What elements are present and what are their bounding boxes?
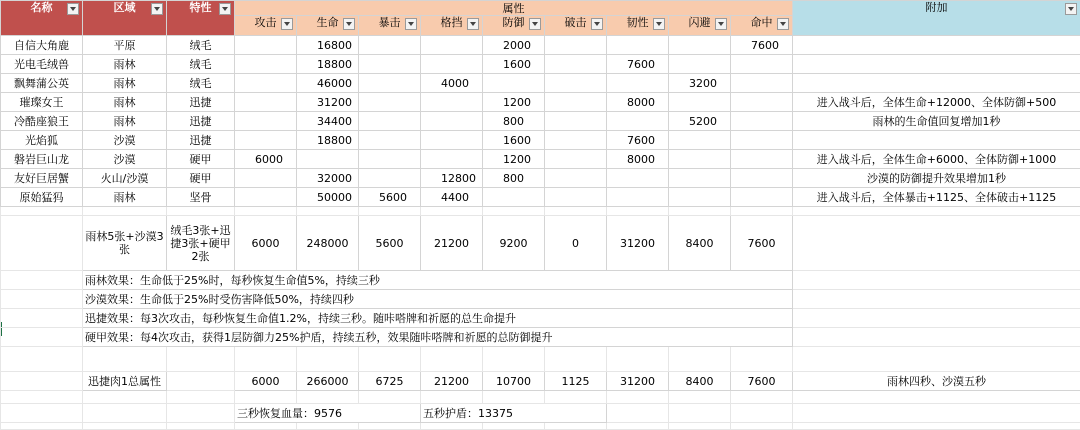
cell-trait[interactable]: 坚骨 (167, 188, 235, 207)
cell-hp[interactable] (297, 150, 359, 169)
cell-extra[interactable] (793, 55, 1080, 74)
grid-cell[interactable] (1, 216, 83, 271)
cell-dodge[interactable] (669, 55, 731, 74)
grid-cell[interactable] (1, 423, 83, 430)
cell-dodge[interactable] (669, 131, 731, 150)
cell-defense[interactable]: 800 (483, 112, 545, 131)
cell-name[interactable]: 璀璨女王 (1, 93, 83, 112)
cell-crit[interactable] (359, 150, 421, 169)
filter-dropdown-icon[interactable] (281, 18, 293, 30)
footer-shield[interactable]: 五秒护盾：13375 (421, 404, 607, 423)
header-block[interactable]: 格挡 (421, 16, 483, 36)
cell-dodge[interactable] (669, 36, 731, 55)
cell-attack[interactable] (235, 55, 297, 74)
cell-attack[interactable] (235, 74, 297, 93)
cell-armor-break[interactable] (545, 55, 607, 74)
cell-defense[interactable]: 1200 (483, 93, 545, 112)
grid-cell[interactable] (167, 372, 235, 391)
grid-cell[interactable] (793, 290, 1080, 309)
table-row (1, 74, 1080, 93)
grid-cell[interactable] (607, 391, 669, 404)
filter-dropdown-icon[interactable] (715, 18, 727, 30)
grid-cell[interactable] (483, 207, 545, 216)
grid-cell[interactable] (483, 423, 545, 430)
grid-cell[interactable] (483, 347, 545, 372)
effect-row (1, 328, 1080, 347)
cell-tenacity[interactable]: 8000 (607, 93, 669, 112)
filter-dropdown-icon[interactable] (653, 18, 665, 30)
grid-cell[interactable] (235, 207, 297, 216)
grid-cell[interactable] (359, 391, 421, 404)
cell-dodge[interactable] (669, 150, 731, 169)
cell-tenacity[interactable] (607, 36, 669, 55)
grid-cell[interactable] (421, 423, 483, 430)
summary-defense[interactable]: 9200 (483, 216, 545, 271)
grid-cell[interactable] (1, 309, 83, 328)
grid-cell[interactable] (421, 391, 483, 404)
effect-text[interactable]: 硬甲效果：每4次攻击，获得1层防御力25%护盾，持续五秒，效果随咔嗒牌和祈愿的总防御提升 (83, 328, 793, 347)
cell-accuracy[interactable] (731, 93, 793, 112)
cell-region[interactable]: 沙漠 (83, 131, 167, 150)
filter-dropdown-icon[interactable] (219, 3, 231, 15)
cell-trait[interactable]: 绒毛 (167, 36, 235, 55)
grid-cell[interactable] (1, 404, 83, 423)
cell-trait[interactable]: 迅捷 (167, 93, 235, 112)
cell-armor-break[interactable] (545, 36, 607, 55)
cell-armor-break[interactable] (545, 169, 607, 188)
cell-attack[interactable]: 6000 (235, 150, 297, 169)
grid-cell[interactable] (793, 309, 1080, 328)
cell-attack[interactable] (235, 169, 297, 188)
total-extra[interactable]: 雨林四秒、沙漠五秒 (793, 372, 1080, 391)
total-tenacity[interactable]: 31200 (607, 372, 669, 391)
grid-cell[interactable] (167, 423, 235, 430)
footer-heal[interactable]: 三秒恢复血量：9576 (235, 404, 421, 423)
grid-cell[interactable] (297, 347, 359, 372)
grid-cell[interactable] (669, 347, 731, 372)
grid-body (1, 1, 1080, 430)
header-dodge[interactable]: 闪避 (669, 16, 731, 36)
grid-cell[interactable] (545, 347, 607, 372)
cell-accuracy[interactable] (731, 169, 793, 188)
cell-armor-break[interactable] (545, 188, 607, 207)
grid-cell[interactable] (607, 404, 669, 423)
summary-dodge[interactable]: 8400 (669, 216, 731, 271)
grid-cell[interactable] (167, 207, 235, 216)
cell-hp[interactable]: 16800 (297, 36, 359, 55)
total-row (1, 372, 1080, 391)
grid-cell[interactable] (359, 207, 421, 216)
grid-cell[interactable] (1, 391, 83, 404)
summary-crit[interactable]: 5600 (359, 216, 421, 271)
empty-row (1, 347, 1080, 372)
grid-cell[interactable] (731, 404, 793, 423)
grid-cell[interactable] (545, 423, 607, 430)
total-crit[interactable]: 6725 (359, 372, 421, 391)
cell-crit[interactable] (359, 74, 421, 93)
total-defense[interactable]: 10700 (483, 372, 545, 391)
cell-block[interactable]: 4400 (421, 188, 483, 207)
grid-cell[interactable] (1, 290, 83, 309)
summary-hp[interactable]: 248000 (297, 216, 359, 271)
cell-extra[interactable]: 雨林的生命值回复增加1秒 (793, 112, 1080, 131)
filter-dropdown-icon[interactable] (405, 18, 417, 30)
cell-extra[interactable]: 进入战斗后，全体生命+6000、全体防御+1000 (793, 150, 1080, 169)
empty-row (1, 423, 1080, 430)
cell-tenacity[interactable]: 8000 (607, 150, 669, 169)
cell-armor-break[interactable] (545, 131, 607, 150)
filter-dropdown-icon[interactable] (529, 18, 541, 30)
table-row (1, 169, 1080, 188)
cell-block[interactable] (421, 36, 483, 55)
cell-armor-break[interactable] (545, 112, 607, 131)
cell-block[interactable]: 12800 (421, 169, 483, 188)
total-attack[interactable]: 6000 (235, 372, 297, 391)
grid-cell[interactable] (731, 391, 793, 404)
cell-name[interactable]: 自信大角鹿 (1, 36, 83, 55)
cell-region[interactable]: 平原 (83, 36, 167, 55)
cell-extra[interactable]: 进入战斗后，全体暴击+1125、全体破击+1125 (793, 188, 1080, 207)
grid-cell[interactable] (83, 391, 167, 404)
effect-row (1, 290, 1080, 309)
cell-block[interactable] (421, 150, 483, 169)
grid-cell[interactable] (83, 207, 167, 216)
cell-accuracy[interactable] (731, 188, 793, 207)
empty-row (1, 207, 1080, 216)
cell-region[interactable]: 雨林 (83, 93, 167, 112)
cell-trait[interactable]: 硬甲 (167, 150, 235, 169)
cell-defense[interactable]: 1600 (483, 55, 545, 74)
header-hp[interactable]: 生命 (297, 16, 359, 36)
grid-cell[interactable] (1, 328, 83, 347)
effect-row (1, 271, 1080, 290)
cell-defense[interactable] (483, 188, 545, 207)
cell-region[interactable]: 雨林 (83, 112, 167, 131)
cell-crit[interactable] (359, 93, 421, 112)
cell-block[interactable] (421, 93, 483, 112)
grid-cell[interactable] (793, 271, 1080, 290)
cell-hp[interactable]: 50000 (297, 188, 359, 207)
cell-tenacity[interactable] (607, 188, 669, 207)
cell-dodge[interactable] (669, 93, 731, 112)
footer-row (1, 404, 1080, 423)
grid-cell[interactable] (731, 423, 793, 430)
grid-cell[interactable] (83, 423, 167, 430)
header-accuracy[interactable]: 命中 (731, 16, 793, 36)
grid-cell[interactable] (607, 207, 669, 216)
total-label[interactable]: 迅捷肉1总属性 (83, 372, 167, 391)
grid-cell[interactable] (359, 347, 421, 372)
cell-dodge[interactable]: 3200 (669, 74, 731, 93)
cell-crit[interactable] (359, 169, 421, 188)
grid-cell[interactable] (793, 391, 1080, 404)
cell-crit[interactable] (359, 55, 421, 74)
cell-defense[interactable]: 800 (483, 169, 545, 188)
cell-armor-break[interactable] (545, 93, 607, 112)
table-row (1, 55, 1080, 74)
effect-text[interactable]: 雨林效果：生命低于25%时，每秒恢复生命值5%，持续三秒 (83, 271, 793, 290)
cell-accuracy[interactable] (731, 74, 793, 93)
cell-trait[interactable]: 迅捷 (167, 131, 235, 150)
cell-dodge[interactable]: 5200 (669, 112, 731, 131)
header-tenacity[interactable]: 韧性 (607, 16, 669, 36)
cell-defense[interactable]: 2000 (483, 36, 545, 55)
cell-trait[interactable]: 迅捷 (167, 112, 235, 131)
cell-accuracy[interactable] (731, 150, 793, 169)
table-row (1, 188, 1080, 207)
cell-hp[interactable]: 46000 (297, 74, 359, 93)
cell-attack[interactable] (235, 112, 297, 131)
cell-accuracy[interactable] (731, 112, 793, 131)
filter-dropdown-icon[interactable] (777, 18, 789, 30)
total-accuracy[interactable]: 7600 (731, 372, 793, 391)
cell-block[interactable] (421, 55, 483, 74)
cell-hp[interactable]: 18800 (297, 131, 359, 150)
cell-name[interactable]: 原始猛犸 (1, 188, 83, 207)
cell-name[interactable]: 光电毛绒兽 (1, 55, 83, 74)
grid-cell[interactable] (167, 404, 235, 423)
grid-cell[interactable] (483, 391, 545, 404)
grid-cell[interactable] (235, 423, 297, 430)
grid-cell[interactable] (1, 347, 83, 372)
grid-cell[interactable] (167, 347, 235, 372)
cell-crit[interactable] (359, 36, 421, 55)
cell-trait[interactable]: 绒毛 (167, 74, 235, 93)
cell-extra[interactable] (793, 131, 1080, 150)
cell-region[interactable]: 雨林 (83, 55, 167, 74)
summary-trait[interactable]: 绒毛3张+迅捷3张+硬甲2张 (167, 216, 235, 271)
grid-cell[interactable] (297, 207, 359, 216)
grid-cell[interactable] (669, 404, 731, 423)
header-row-1 (1, 1, 1080, 16)
grid-cell[interactable] (669, 207, 731, 216)
cell-hp[interactable]: 18800 (297, 55, 359, 74)
cell-block[interactable]: 4000 (421, 74, 483, 93)
filter-dropdown-icon[interactable] (467, 18, 479, 30)
table-row (1, 36, 1080, 55)
cell-accuracy[interactable] (731, 131, 793, 150)
grid-cell[interactable] (669, 423, 731, 430)
grid-cell[interactable] (793, 423, 1080, 430)
cell-accuracy[interactable]: 7600 (731, 36, 793, 55)
header-trait[interactable]: 特性 (167, 1, 235, 36)
grid-cell[interactable] (731, 347, 793, 372)
total-block[interactable]: 21200 (421, 372, 483, 391)
cell-dodge[interactable] (669, 169, 731, 188)
filter-dropdown-icon[interactable] (343, 18, 355, 30)
cell-hp[interactable]: 32000 (297, 169, 359, 188)
grid-cell[interactable] (669, 391, 731, 404)
cell-name[interactable]: 飘舞蒲公英 (1, 74, 83, 93)
cell-tenacity[interactable]: 7600 (607, 131, 669, 150)
grid-cell[interactable] (297, 423, 359, 430)
grid-cell[interactable] (1, 271, 83, 290)
grid-cell[interactable] (235, 391, 297, 404)
cell-name[interactable]: 磐岩巨山龙 (1, 150, 83, 169)
header-armor-break[interactable]: 破击 (545, 16, 607, 36)
effect-text[interactable]: 迅捷效果：每3次攻击，每秒恢复生命值1.2%，持续三秒。随咔嗒牌和祈愿的总生命提升 (83, 309, 793, 328)
header-crit[interactable]: 暴击 (359, 16, 421, 36)
cell-tenacity[interactable]: 7600 (607, 55, 669, 74)
total-armor-break[interactable]: 1125 (545, 372, 607, 391)
summary-tenacity[interactable]: 31200 (607, 216, 669, 271)
cell-name[interactable]: 友好巨居蟹 (1, 169, 83, 188)
total-dodge[interactable]: 8400 (669, 372, 731, 391)
header-defense[interactable]: 防御 (483, 16, 545, 36)
grid-cell[interactable] (167, 391, 235, 404)
cell-name[interactable]: 光焰狐 (1, 131, 83, 150)
header-extra[interactable]: 附加 (793, 1, 1080, 36)
cell-hp[interactable]: 31200 (297, 93, 359, 112)
cell-extra[interactable] (793, 74, 1080, 93)
filter-dropdown-icon[interactable] (151, 3, 163, 15)
cell-armor-break[interactable] (545, 150, 607, 169)
cell-crit[interactable] (359, 112, 421, 131)
summary-attack[interactable]: 6000 (235, 216, 297, 271)
filter-dropdown-icon[interactable] (591, 18, 603, 30)
cell-attack[interactable] (235, 93, 297, 112)
summary-accuracy[interactable]: 7600 (731, 216, 793, 271)
grid-cell[interactable] (545, 207, 607, 216)
table-row (1, 93, 1080, 112)
cell-region[interactable]: 雨林 (83, 188, 167, 207)
grid-cell[interactable] (421, 347, 483, 372)
cell-accuracy[interactable] (731, 55, 793, 74)
cell-tenacity[interactable] (607, 112, 669, 131)
cell-trait[interactable]: 硬甲 (167, 169, 235, 188)
header-region[interactable]: 区域 (83, 1, 167, 36)
header-name[interactable]: 名称 (1, 1, 83, 36)
cell-attack[interactable] (235, 188, 297, 207)
cell-region[interactable]: 雨林 (83, 74, 167, 93)
effect-row (1, 309, 1080, 328)
grid-cell[interactable] (545, 391, 607, 404)
grid-cell[interactable] (359, 423, 421, 430)
grid-cell[interactable] (297, 391, 359, 404)
grid-cell[interactable] (421, 207, 483, 216)
grid-cell[interactable] (1, 207, 83, 216)
cell-attack[interactable] (235, 36, 297, 55)
filter-dropdown-icon[interactable] (1065, 3, 1077, 15)
grid-cell[interactable] (83, 404, 167, 423)
cell-extra[interactable]: 进入战斗后，全体生命+12000、全体防御+500 (793, 93, 1080, 112)
grid-cell[interactable] (793, 207, 1080, 216)
cell-region[interactable]: 火山/沙漠 (83, 169, 167, 188)
cell-crit[interactable]: 5600 (359, 188, 421, 207)
cell-armor-break[interactable] (545, 74, 607, 93)
cell-defense[interactable]: 1200 (483, 150, 545, 169)
cell-block[interactable] (421, 131, 483, 150)
cell-extra[interactable] (793, 36, 1080, 55)
cell-block[interactable] (421, 112, 483, 131)
total-hp[interactable]: 266000 (297, 372, 359, 391)
summary-region[interactable]: 雨林5张+沙漠3张 (83, 216, 167, 271)
cell-hp[interactable]: 34400 (297, 112, 359, 131)
table-row (1, 131, 1080, 150)
table-row (1, 150, 1080, 169)
summary-armor-break[interactable]: 0 (545, 216, 607, 271)
table-row (1, 112, 1080, 131)
grid-cell[interactable] (793, 216, 1080, 271)
cell-dodge[interactable] (669, 188, 731, 207)
grid-cell[interactable] (607, 423, 669, 430)
summary-row (1, 216, 1080, 271)
grid-cell[interactable] (235, 347, 297, 372)
grid-cell[interactable] (607, 347, 669, 372)
cell-defense[interactable]: 1600 (483, 131, 545, 150)
summary-block[interactable]: 21200 (421, 216, 483, 271)
header-attributes: 属性 (235, 1, 793, 16)
filter-dropdown-icon[interactable] (67, 3, 79, 15)
cell-attack[interactable] (235, 131, 297, 150)
grid-cell[interactable] (793, 328, 1080, 347)
effect-text[interactable]: 沙漠效果：生命低于25%时受伤害降低50%，持续四秒 (83, 290, 793, 309)
cell-extra[interactable]: 沙漠的防御提升效果增加1秒 (793, 169, 1080, 188)
cell-region[interactable]: 沙漠 (83, 150, 167, 169)
grid-cell[interactable] (83, 347, 167, 372)
empty-row (1, 391, 1080, 404)
grid-cell[interactable] (731, 207, 793, 216)
cell-name[interactable]: 冷酷座狼王 (1, 112, 83, 131)
cell-defense[interactable] (483, 74, 545, 93)
grid-cell[interactable] (1, 372, 83, 391)
cell-tenacity[interactable] (607, 74, 669, 93)
cell-crit[interactable] (359, 131, 421, 150)
header-attack[interactable]: 攻击 (235, 16, 297, 36)
cell-trait[interactable]: 绒毛 (167, 55, 235, 74)
grid-cell[interactable] (793, 404, 1080, 423)
cell-tenacity[interactable] (607, 169, 669, 188)
grid-cell[interactable] (793, 347, 1080, 372)
